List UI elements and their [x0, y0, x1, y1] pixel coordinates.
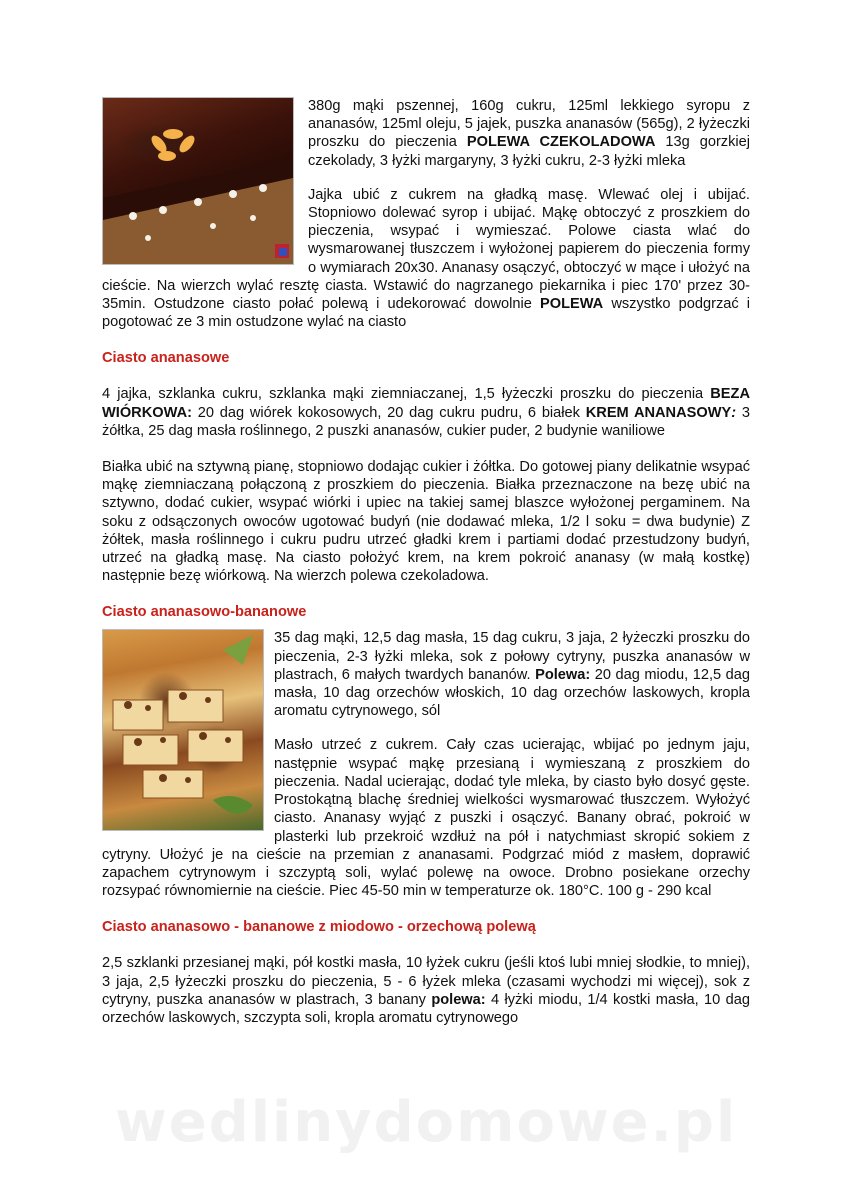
recipe4-title: Ciasto ananasowo - bananowe z miodowo - orzechową polewą [102, 919, 536, 936]
recipe3-ingredients: 35 dag mąki, 12,5 dag masła, 15 dag cukru, 3 jaja, 2 łyżeczki proszku do pieczenia, 2-3 łyżki mleka, sok z połowy cytryny, puszka ananasów w plastrach, 6 małych twardych bananów. Polewa: 20 dag miodu, 12,5 dag masła, 10 dag orzechów włoskich, 10 dag orzechów laskowych, kropla aromatu cytrynowego, sól [274, 630, 750, 720]
recipe3-method: Masło utrzeć z cukrem. Cały czas ucierając, wbijać po jednym jaju, następnie wsypać mąkę przesianą i wymieszaną z proszkiem do pieczenia. Nadal ucierając, dodać tyle mleka, by ciasto było dosyć gęste. Prostokątną blachę średniej wielkości wysmarować tłuszczem. Wyłożyć ciasto. Ananasy wyjąć z puszki i osączyć. Banany obrać, pokroić w plasterki lub przekroić wzdłuż na pół i natychmiast skropić sokiem z cytryny. Ułożyć je na cieście na przemian z ananasami. Podgrzać miód z masłem, doprawić zapachem cytrynowym i szczyptą soli, wylać polewę na owoce. Drobno posiekane orzechy rozsypać równomiernie na cieście. Piec 45-50 min w temperaturze ok. 180°C. 100 g - 290 kcal [102, 737, 750, 900]
chocolate-cake-photo [102, 97, 294, 265]
recipe-page [102, 97, 750, 1027]
cake-slices-icon [103, 630, 263, 830]
recipe2-method: Białka ubić na sztywną pianę, stopniowo dodając cukier i żółtka. Do gotowej piany delikatnie wsypać mąkę ziemniaczaną połączoną z proszkiem do pieczenia. Białka przeznaczone na bezę ubić na sztywno, dodać cukier, wsypać wiórki i upiec na takiej samej blaszce wyłożonej pergaminem. Na soku z odsączonych owoców ugotować budyń (nie dodawać mleka, 1/2 l soku = dwa budynie) Z żółtek, masła roślinnego i cukru pudru utrzeć gładki krem i partiami dodać przestudzony budyń, utrzeć na gładką masę. Na ciasto położyć krem, na krem pokroić ananasy (w małą kostkę) następnie bezę wiórkową. Na wierzch polewa czekoladowa. [102, 459, 750, 585]
watermark: wedlinydomowe.pl [115, 1090, 738, 1155]
recipe3-title: Ciasto ananasowo-bananowe [102, 604, 307, 621]
recipe1-ingredients: 380g mąki pszennej, 160g cukru, 125ml lekkiego syropu z ananasów, 125ml oleju, 5 jajek, puszka ananasów (565g), 2 łyżeczki proszku do pieczenia POLEWA CZEKOLADOWA 13g gorzkiej czekolady, 3 łyżki margaryny, 3 łyżki cukru, 2-3 łyżki mleka [308, 98, 751, 169]
recipe2-title: Ciasto ananasowe [102, 350, 230, 367]
recipe1-method: Jajka ubić z cukrem na gładką masę. Wlewać olej i ubijać. Stopniowo dolewać syrop i ubijać. Mąkę obtoczyć z proszkiem do pieczenia, wsypać i wymieszać. Polowe ciasta wlać do wysmarowanej tłuszczem i wyłożonej papierem do pieczenia formy o wymiarach 20x30. Ananasy osączyć, obtoczyć w mące i ułożyć na cieście. Na wierzch wylać resztę ciasta. Wstawić do nagrzanego piekarnika i piec 170' przez 30-35min. Ostudzone ciasto połać polewą i udekorować dowolnie POLEWA wszystko podgrzać i pogotować ze 3 min ostudzone wylać na ciasto [102, 186, 751, 331]
recipe4-ingredients: 2,5 szklanki przesianej mąki, pół kostki masła, 10 łyżek cukru (jeśli ktoś lubi mniej słodkie, to mniej), 3 jaja, 2,5 łyżeczki proszku do pieczenia, 5 - 6 łyżek mleka (czasami wychodzi mi więcej), sok z cytryny, puszka ananasów w plastrach, 3 banany polewa: 4 łyżki miodu, 1/4 kostki masła, 10 dag orzechów laskowych, szczypta soli, kropla aromatu cytrynowego [102, 955, 750, 1026]
cake-decoration-icon [103, 98, 293, 264]
recipe2-ingredients: 4 jajka, szklanka cukru, szklanka mąki ziemniaczanej, 1,5 łyżeczki proszku do pieczenia BEZA WIÓRKOWA: 20 dag wiórek kokosowych, 20 dag cukru pudru, 6 białek KREM ANANASOWY: 3 żółtka, 25 dag masła roślinnego, 2 puszki ananasów, cukier puder, 2 budynie waniliowe [102, 386, 751, 439]
banana-pineapple-cake-photo [102, 629, 264, 831]
